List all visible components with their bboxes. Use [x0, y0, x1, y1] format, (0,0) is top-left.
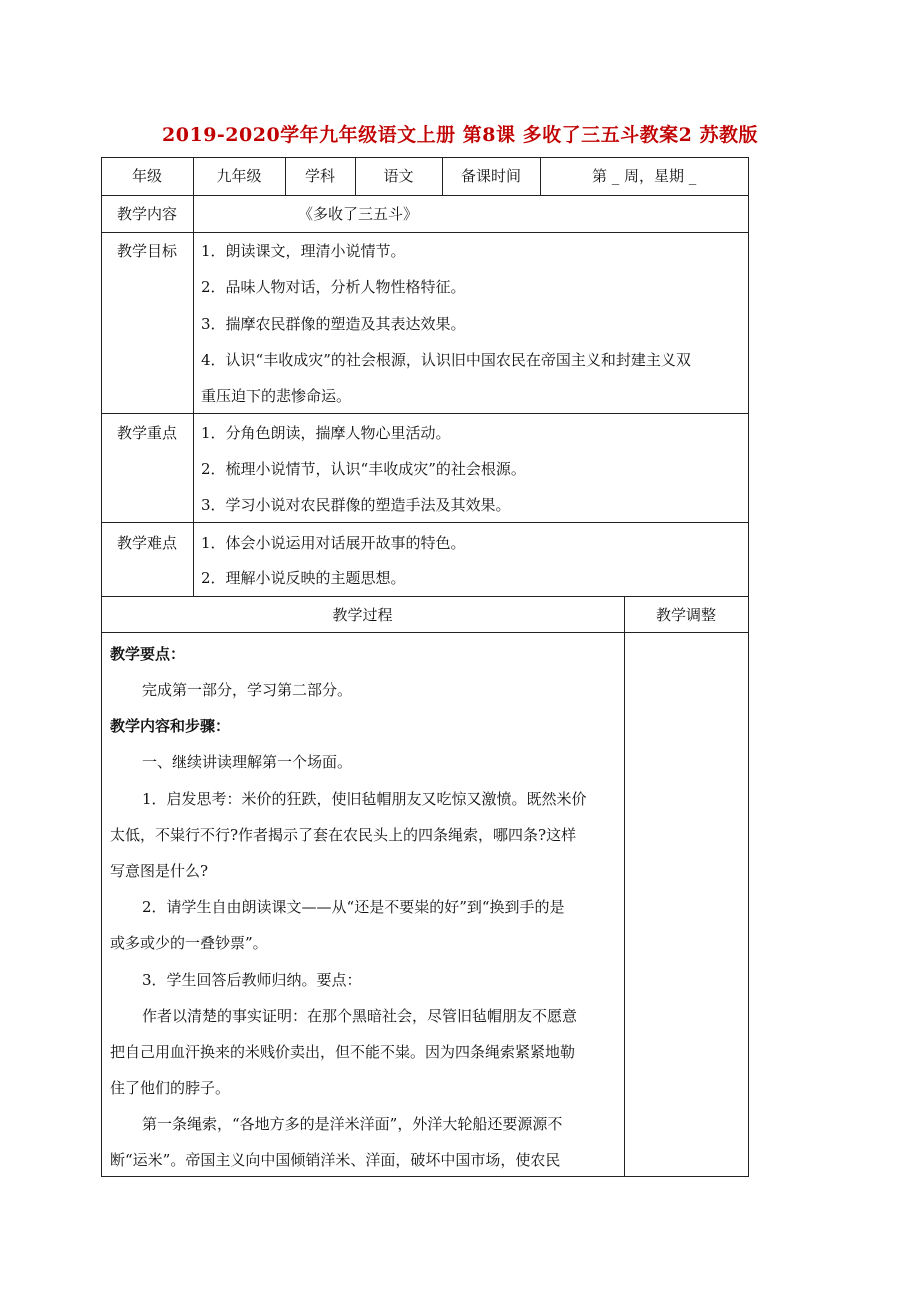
content-value: 《多收了三五斗》 [298, 205, 419, 223]
process-line: 作者以清楚的事实证明：在那个黑暗社会，尽管旧毡帽朋友不愿意 [142, 1007, 578, 1025]
difficulty-line: 2．理解小说反映的主题思想。 [201, 569, 406, 587]
process-line: 1．启发思考：米价的狂跌，使旧毡帽朋友又吃惊又激愤。既然米价 [142, 790, 587, 808]
row-divider [101, 632, 749, 633]
process-line: 住了他们的脖子。 [110, 1079, 231, 1097]
table-border-right [748, 157, 749, 1177]
process-line: 太低，不粜行不行?作者揭示了套在农民头上的四条绳索，哪四条?这样 [110, 826, 577, 844]
row-divider [101, 232, 749, 233]
goal-line: 3．揣摩农民群像的塑造及其表达效果。 [201, 315, 466, 333]
row-divider [101, 596, 749, 597]
process-line: 2．请学生自由朗读课文——从“还是不要粜的好”到“换到手的是 [142, 898, 565, 916]
process-header: 教学过程 [332, 606, 393, 624]
document-title: 2019-2020学年九年级语文上册 第8课 多收了三五斗教案2 苏教版 [162, 124, 758, 146]
row-divider [101, 522, 749, 523]
subject-label: 学科 [304, 167, 335, 185]
table-border-bottom [101, 1176, 749, 1177]
goals-label: 教学目标 [116, 242, 177, 260]
process-line: 断“运米”。帝国主义向中国倾销洋米、洋面，破坏中国市场，使农民 [110, 1151, 561, 1169]
process-line: 3．学生回答后教师归纳。要点： [142, 971, 362, 989]
process-line: 第一条绳索，“各地方多的是洋米洋面”，外洋大轮船还要源源不 [142, 1115, 563, 1133]
grade-value: 九年级 [216, 167, 262, 185]
process-heading: 教学要点： [110, 645, 186, 663]
subject-value: 语文 [383, 167, 414, 185]
column-divider [540, 157, 541, 195]
process-line: 或多或少的一叠钞票”。 [110, 934, 268, 952]
label-column-divider [193, 157, 194, 597]
key-point-line: 3．学习小说对农民群像的塑造手法及其效果。 [201, 496, 511, 514]
goal-line: 2．品味人物对话，分析人物性格特征。 [201, 278, 466, 296]
row-divider [101, 195, 749, 196]
table-border-left [101, 157, 102, 1177]
content-label: 教学内容 [116, 205, 177, 223]
key-point-line: 1．分角色朗读，揣摩人物心里活动。 [201, 424, 451, 442]
goal-line: 4．认识“丰收成灾”的社会根源，认识旧中国农民在帝国主义和封建主义双 [201, 351, 691, 369]
process-line: 完成第一部分，学习第二部分。 [142, 681, 353, 699]
process-line: 把自己用血汗换来的米贱价卖出，但不能不粜。因为四条绳索紧紧地勒 [110, 1043, 576, 1061]
key-point-line: 2．梳理小说情节，认识“丰收成灾”的社会根源。 [201, 460, 526, 478]
prep-time-label: 备课时间 [460, 167, 521, 185]
table-border-top [101, 157, 749, 158]
key-points-label: 教学重点 [116, 424, 177, 442]
goal-line: 重压迫下的悲惨命运。 [201, 387, 352, 405]
grade-label: 年级 [131, 167, 162, 185]
process-heading: 教学内容和步骤： [110, 717, 231, 735]
row-divider [101, 413, 749, 414]
adjust-header: 教学调整 [655, 606, 716, 624]
process-line: 一、继续讲读理解第一个场面。 [142, 753, 353, 771]
goal-line: 1．朗读课文，理清小说情节。 [201, 242, 406, 260]
prep-time-value: 第 _ 周，星期 _ [592, 167, 697, 185]
difficulty-line: 1．体会小说运用对话展开故事的特色。 [201, 534, 466, 552]
adjust-column-divider [624, 596, 625, 1177]
difficulties-label: 教学难点 [116, 534, 177, 552]
process-line: 写意图是什么? [110, 862, 209, 880]
